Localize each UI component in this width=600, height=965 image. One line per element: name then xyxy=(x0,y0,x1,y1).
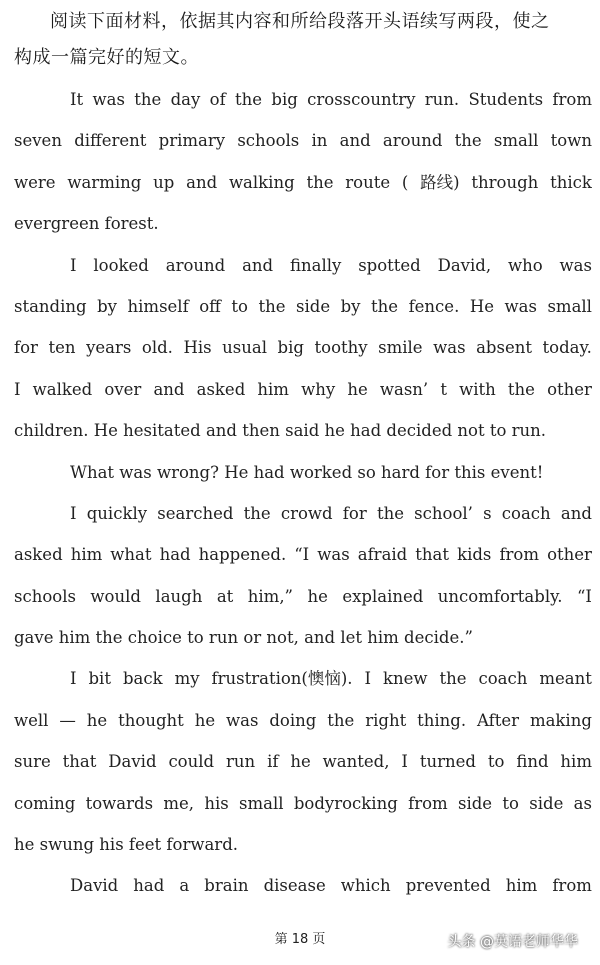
passage-line: David had a brain disease which prevented him from xyxy=(70,876,592,896)
passage-line: asked him what had happened. “I was afraid that kids from other xyxy=(14,545,592,565)
watermark xyxy=(392,905,592,963)
passage-line: I walked over and asked him why he wasn’ t with the other xyxy=(14,379,592,399)
passage-line: I looked around and finally spotted David, who was xyxy=(70,255,592,275)
passage-line: children. He hesitated and then said he had decided not to run. xyxy=(14,421,547,441)
passage-line: I bit back my frustration(懊恼). I knew the coach meant xyxy=(70,669,592,689)
passage-line: It was the day of the big crosscountry run. Students from xyxy=(70,90,592,109)
passage-line: sure that David could run if he wanted, I turned to find him xyxy=(14,752,592,772)
passage-line: schools would laugh at him,” he explained uncomfortably. “I xyxy=(14,586,592,606)
page-number: 第 18 页 xyxy=(274,932,326,947)
passage-line: gave him the choice to run or not, and let him decide.” xyxy=(14,628,473,648)
passage-line: standing by himself off to the side by the fence. He was small xyxy=(14,296,592,316)
watermark-handle: 头条 @英语老师华华 xyxy=(447,934,578,950)
passage-line: I quickly searched the crowd for the school’ s coach and xyxy=(70,503,592,523)
passage-line: well — he thought he was doing the right thing. After making xyxy=(14,710,592,730)
instruction-line-2: 构成一篇完好的短文。 xyxy=(14,47,199,68)
instruction-line-1: 阅读下面材料，依据其内容和所给段落开头语续写两段，使之 xyxy=(50,11,550,32)
passage-line: were warming up and walking the route ( 路线) through thick xyxy=(14,172,592,192)
passage-line: What was wrong? He had worked so hard for this event! xyxy=(70,462,544,482)
instruction-text xyxy=(14,4,594,76)
passage-line: evergreen forest. xyxy=(14,214,159,234)
passage-body xyxy=(14,82,592,910)
passage-line: coming towards me, his small bodyrocking from side to side as xyxy=(14,793,592,813)
passage-line: for ten years old. His usual big toothy smile was absent today. xyxy=(14,338,592,358)
passage-line: he swung his feet forward. xyxy=(14,835,238,855)
passage-line: seven different primary schools in and around the small town xyxy=(14,131,592,151)
